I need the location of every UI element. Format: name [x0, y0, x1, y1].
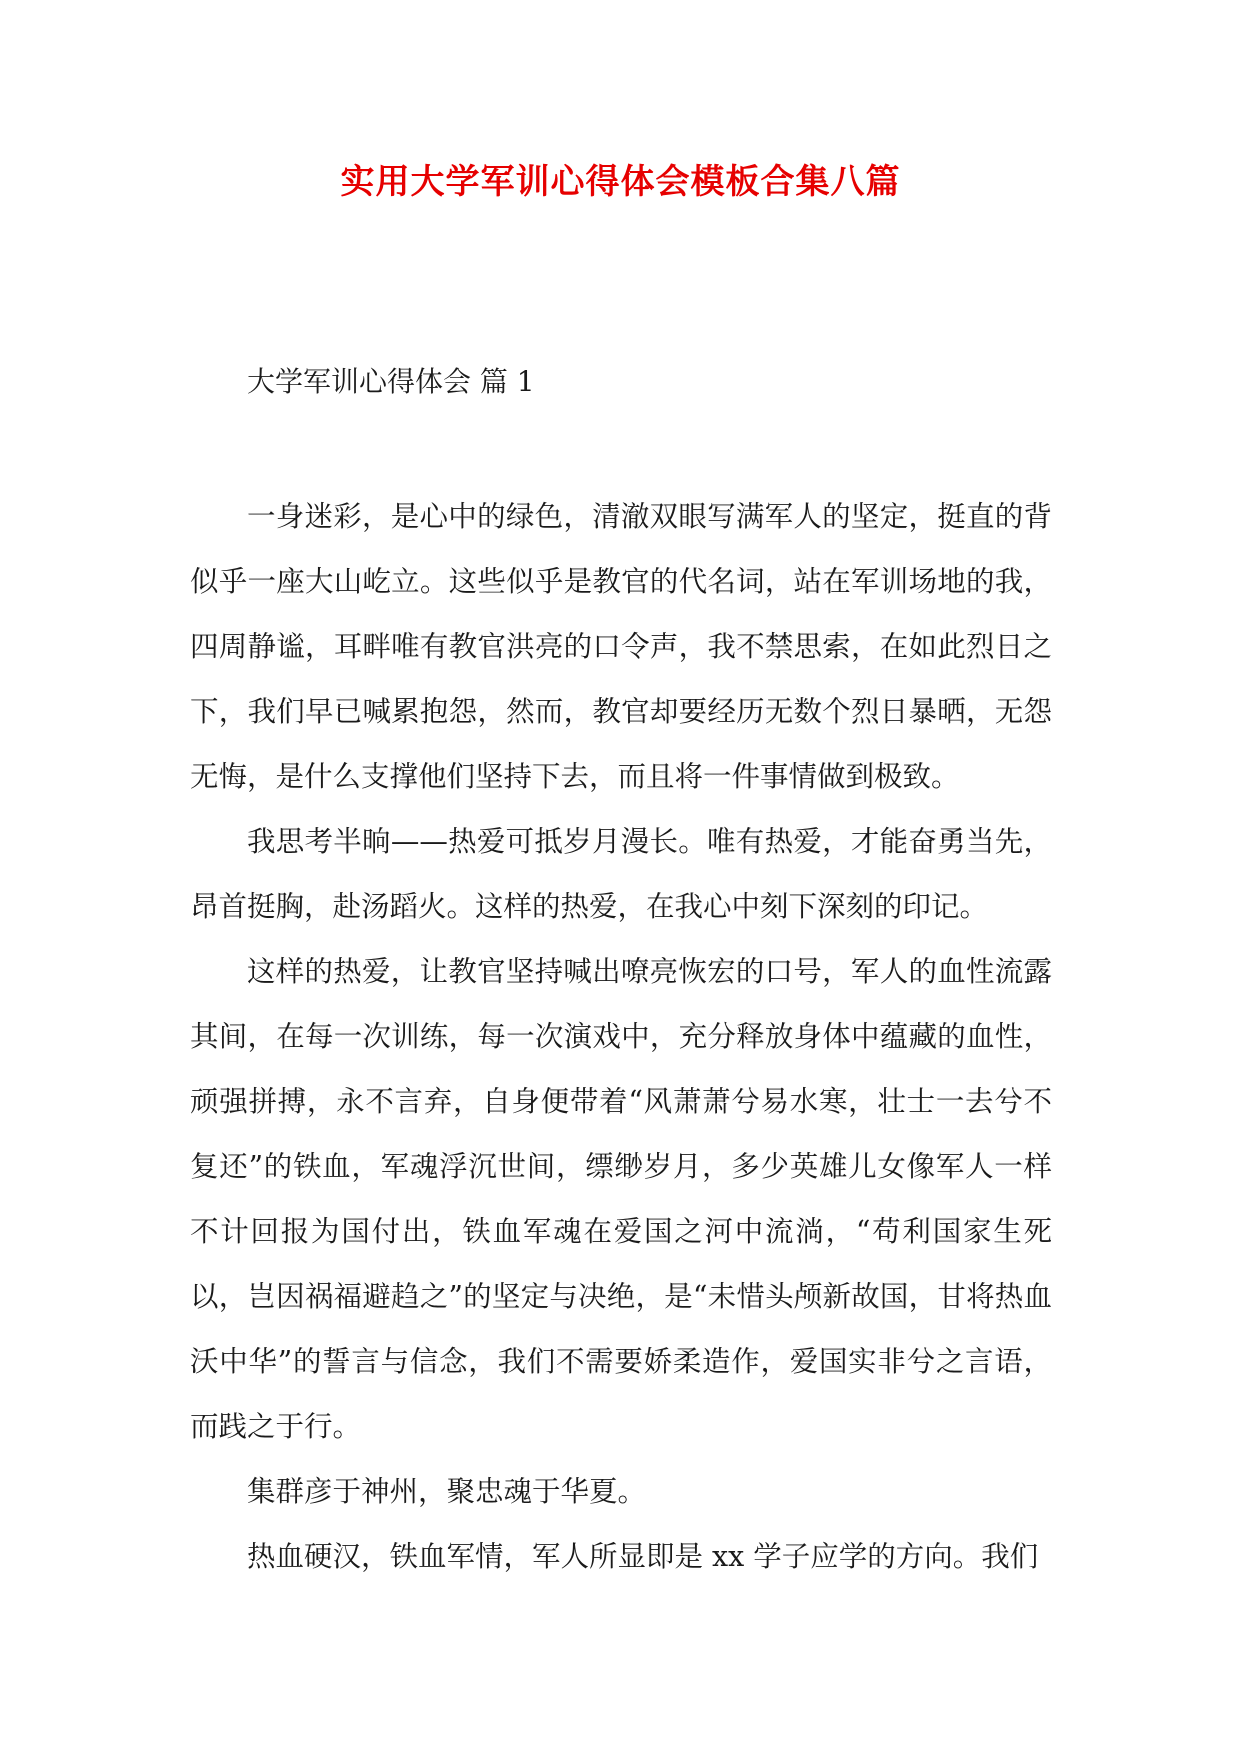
paragraph: 一身迷彩，是心中的绿色，清澈双眼写满军人的坚定，挺直的背似乎一座大山屹立。这些似乎是教官的代名词，站在军训场地的我，四周静谧，耳畔唯有教官洪亮的口令声，我不禁思索，在如此烈日之下，我们早已喊累抱怨，然而，教官却要经历无数个烈日暴晒，无怨无悔，是什么支撑他们坚持下去，而且将一件事情做到极致。	[190, 500, 1052, 793]
document-title: 实用大学军训心得体会模板合集八篇	[340, 162, 901, 202]
paragraph: 这样的热爱，让教官坚持喊出嘹亮恢宏的口号，军人的血性流露其间，在每一次训练，每一次演戏中，充分释放身体中蕴藏的血性，顽强拼搏，永不言弃，自身便带着“风萧萧兮易水寒，壮士一去兮不复还”的铁血，军魂浮沉世间，缥缈岁月，多少英雄儿女像军人一样不计回报为国付出，铁血军魂在爱国之河中流淌，“苟利国家生死以，岂因祸福避趋之”的坚定与决绝，是“未惜头颅新故国，甘将热血沃中华”的誓言与信念，我们不需要娇柔造作，爱国实非兮之言语，而践之于行。	[190, 955, 1052, 1443]
paragraph: 集群彦于神州，聚忠魂于华夏。	[247, 1475, 647, 1508]
document-body	[190, 484, 1052, 1589]
paragraph: 我思考半晌——热爱可抵岁月漫长。唯有热爱，才能奋勇当先，昂首挺胸，赴汤蹈火。这样的热爱，在我心中刻下深刻的印记。	[190, 825, 1052, 923]
paragraph: 热血硬汉，铁血军情，军人所显即是 xx 学子应学的方向。我们	[247, 1540, 1039, 1573]
section-heading: 大学军训心得体会 篇 1	[247, 365, 535, 398]
